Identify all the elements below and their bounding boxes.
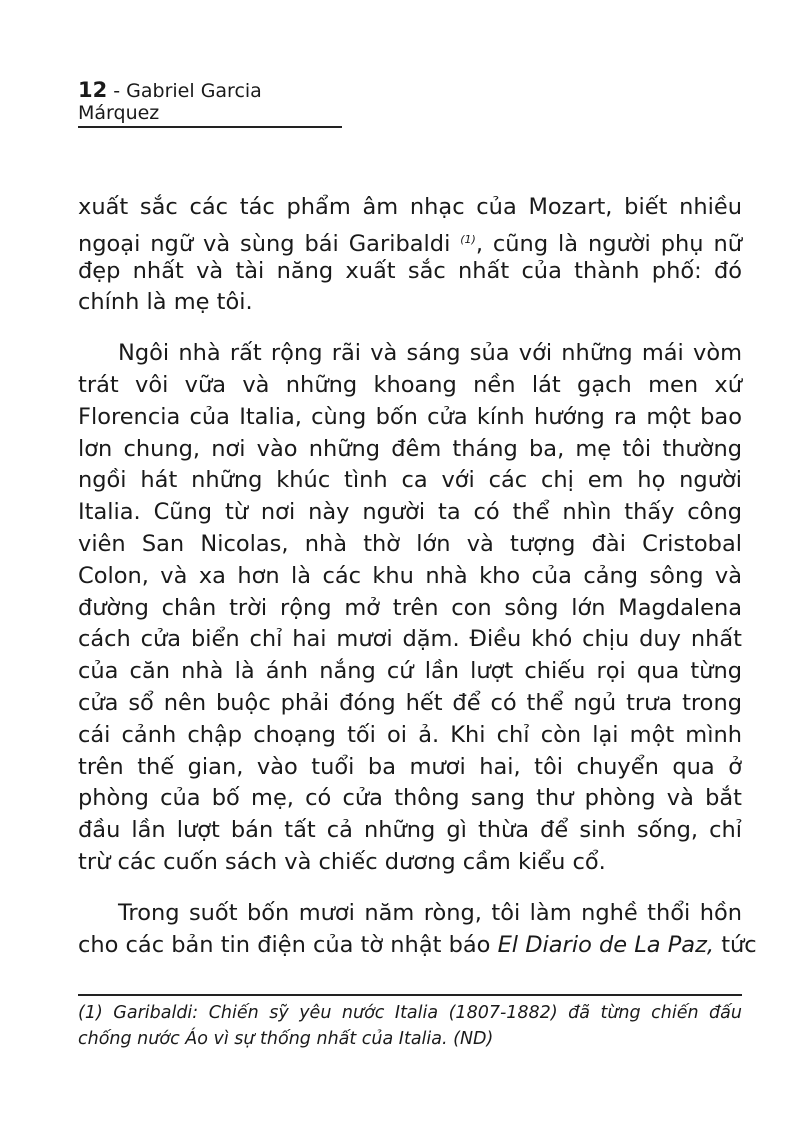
text-line: Italia. Cũng từ nơi này người ta có thể nhìn thấy công [78,499,742,526]
text-line [78,930,757,962]
text-line: viên San Nicolas, nhà thờ lớn và tượng đài Cristobal [78,530,742,557]
text-line: của căn nhà là ánh nắng cứ lần lượt chiếu rọi qua từng [78,658,742,685]
text-span: ngoại ngữ và sùng bái Garibaldi [78,230,461,257]
text-line: đầu lần lượt bán tất cả những gì thừa để sinh sống, chỉ [78,817,742,844]
text-line: cái cảnh chập choạng tối oi ả. Khi chỉ còn lại một mình [78,721,742,748]
body-text [78,192,757,961]
text-line: trừ các cuốn sách và chiếc dương cầm kiểu cổ. [78,848,606,875]
text-line: trát vôi vữa và những khoang nền lát gạch men xứ [78,371,742,398]
running-title: - Gabriel Garcia Márquez [78,80,262,124]
text-line: xuất sắc các tác phẩm âm nhạc của Mozart, biết nhiều [78,194,742,220]
text-line: đẹp nhất và tài năng xuất sắc nhất của thành phố: đó [78,257,742,284]
footnote-ref: (1) [460,232,476,246]
text-line: Florencia của Italia, cùng bốn cửa kính hướng ra một bao [78,403,742,430]
footnote-line: (1) Garibaldi: Chiến sỹ yêu nước Italia (1807-1882) đã từng chiến đấu [78,1003,742,1023]
text-line: cách cửa biển chỉ hai mươi dặm. Điều khó chịu duy nhất [78,626,742,653]
text-span: , cũng là người phụ nữ [475,230,742,257]
text-span: tức [714,931,757,958]
footnotes [78,1000,742,1052]
text-line: ngồi hát những khúc tình ca với các chị em họ người [78,467,742,494]
newspaper-title: El Diario de La Paz, [497,931,715,958]
footnote-line: chống nước Áo vì sự thống nhất của Italia. (ND) [78,1029,494,1049]
text-line: phòng của bố mẹ, có cửa thông sang thư phòng và bắt [78,785,742,812]
text-line: Colon, và xa hơn là các khu nhà kho của cảng sông và [78,562,742,589]
text-line: trên thế gian, vào tuổi ba mươi hai, tôi chuyển qua ở [78,753,742,780]
text-line: lơn chung, nơi vào những đêm tháng ba, mẹ tôi thường [78,435,742,462]
text-line: cửa sổ nên buộc phải đóng hết để có thể ngủ trưa trong [78,689,742,716]
running-header [78,78,342,128]
text-line: Ngôi nhà rất rộng rãi và sáng sủa với những mái vòm [118,340,742,367]
text-line: Trong suốt bốn mươi năm ròng, tôi làm nghề thổi hồn [118,899,742,926]
text-line: đường chân trời rộng mở trên con sông lớn Magdalena [78,594,742,621]
text-line: chính là mẹ tôi. [78,289,253,316]
text-line [78,224,742,256]
page-number: 12 [78,78,108,102]
footnote-divider [78,994,742,996]
text-span: cho các bản tin điện của tờ nhật báo [78,931,498,958]
